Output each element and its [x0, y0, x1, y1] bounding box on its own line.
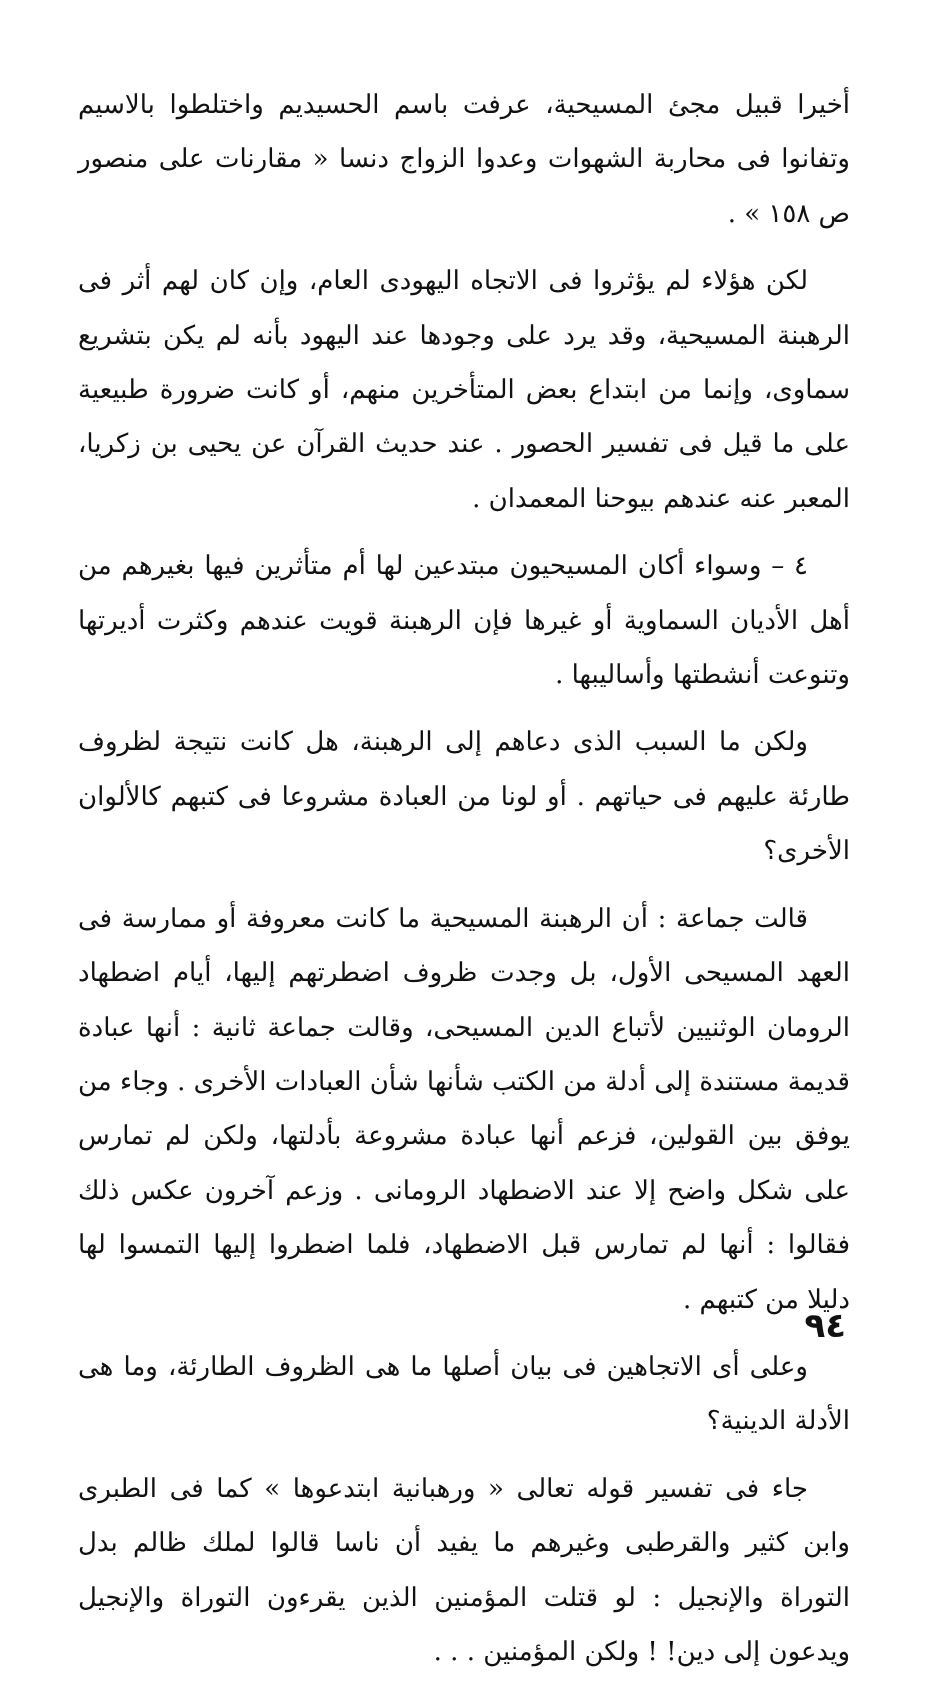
- page-body-text: [78, 78, 850, 1692]
- page-number: ٩٤: [804, 1306, 846, 1346]
- paragraph-7: جاء فى تفسير قوله تعالى « ورهبانية ابتدعوها » كما فى الطبرى وابن كثير والقرطبى وغيرهم ما يفيد أن ناسا قالوا لملك ظالم بدل التوراة والإنجيل : لو قتلت المؤمنين الذين يقرءون التوراة والإنجيل ويدعون إلى دين! ! ولكن المؤمنين . . .: [78, 1473, 850, 1667]
- paragraph-5: قالت جماعة : أن الرهبنة المسيحية ما كانت معروفة أو ممارسة فى العهد المسيحى الأول، بل وجدت ظروف اضطرتهم إليها، أيام اضطهاد الرومان الوثنيين لأتباع الدين المسيحى، وقالت جماعة ثانية : أنها عبادة قديمة مستندة إلى أدلة من الكتب شأنها شأن العبادات الأخرى . وجاء من يوفق بين القولين، فزعم أنها عبادة مشروعة بأدلتها، ولكن لم تمارس على شكل واضح إلا عند الاضطهاد الرومانى . وزعم آخرون عكس ذلك فقالوا : أنها لم تمارس قبل الاضطهاد، فلما اضطروا إليها التمسوا لها دليلا من كتبهم .: [78, 903, 850, 1315]
- paragraph-1: أخيرا قبيل مجئ المسيحية، عرفت باسم الحسيديم واختلطوا بالاسيم وتفانوا فى محاربة الشهوات وعدوا الزواج دنسا « مقارنات على منصور ص ١٥٨ » .: [78, 90, 850, 229]
- paragraph-2: لكن هؤلاء لم يؤثروا فى الاتجاه اليهودى العام، وإن كان لهم أثر فى الرهبنة المسيحية، وقد يرد على وجودها عند اليهود بأنه لم يكن بتشريع سماوى، وإنما من ابتداع بعض المتأخرين منهم، أو كانت ضرورة طبيعية على ما قيل فى تفسير الحصور . عند حديث القرآن عن يحيى بن زكريا، المعبر عنه عندهم بيوحنا المعمدان .: [78, 266, 850, 514]
- paragraph-6: وعلى أى الاتجاهين فى بيان أصلها ما هى الظروف الطارئة، وما هى الأدلة الدينية؟: [78, 1351, 850, 1437]
- paragraph-3: ٤ – وسواء أكان المسيحيون مبتدعين لها أم متأثرين فيها بغيرهم من أهل الأديان السماوية أو غيرها فإن الرهبنة قويت عندهم وكثرت أديرتها وتنوعت أنشطتها وأساليبها .: [78, 551, 850, 691]
- paragraph-4: ولكن ما السبب الذى دعاهم إلى الرهبنة، هل كانت نتيجة لظروف طارئة عليهم فى حياتهم . أو لونا من العبادة مشروعا فى كتبهم كالألوان الأخرى؟: [78, 727, 850, 867]
